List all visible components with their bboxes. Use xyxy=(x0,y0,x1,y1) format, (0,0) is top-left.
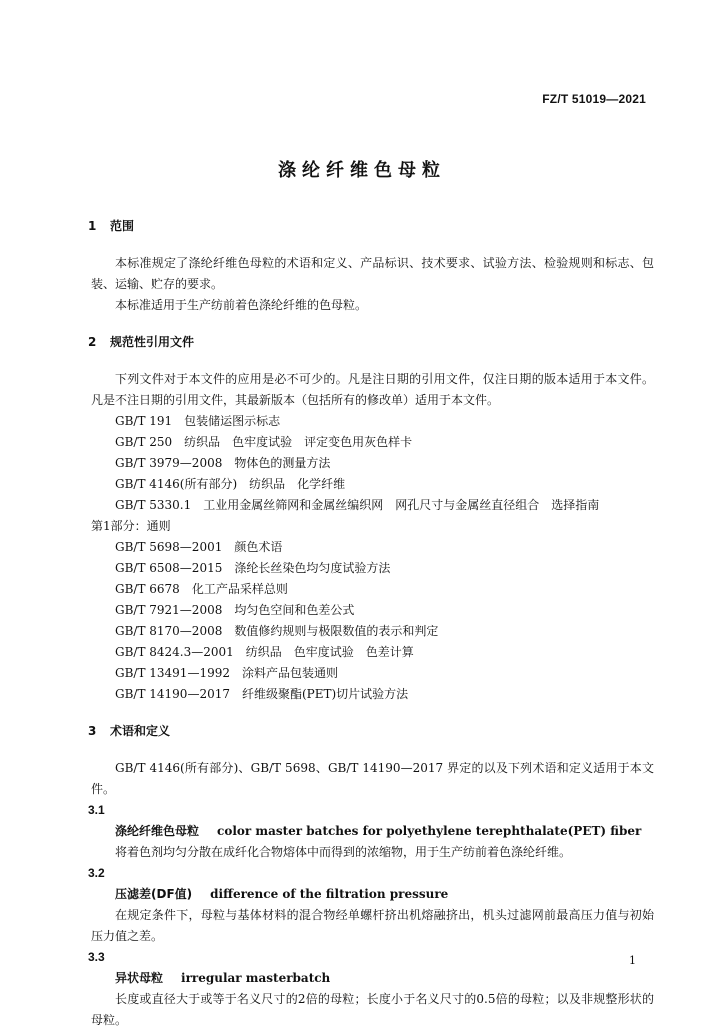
reference-code: GB/T 13491—1992 xyxy=(115,666,230,680)
reference-item xyxy=(91,600,654,621)
term-number: 3.2 xyxy=(88,866,105,880)
reference-item xyxy=(91,474,654,495)
reference-code: GB/T 8170—2008 xyxy=(115,624,223,638)
term-english: color master batches for polyethylene terephthalate(PET) fiber xyxy=(217,824,642,838)
reference-code: GB/T 7921—2008 xyxy=(115,603,223,617)
reference-item xyxy=(91,663,654,684)
reference-title: 纤维级聚酯(PET)切片试验方法 xyxy=(241,687,409,701)
reference-item xyxy=(91,579,654,600)
term-definition: 在规定条件下，母粒与基体材料的混合物经单螺杆挤出机熔融挤出，机头过滤网前最高压力值与初始压力值之差。 xyxy=(91,908,654,943)
terms-intro: GB/T 4146(所有部分)、GB/T 5698、GB/T 14190—2017 界定的以及下列术语和定义适用于本文件。 xyxy=(91,761,654,796)
scope-paragraph: 本标准适用于生产纺前着色涤纶纤维的色母粒。 xyxy=(115,298,368,312)
reference-code: GB/T 3979—2008 xyxy=(115,456,223,470)
term-number: 3.3 xyxy=(88,950,105,964)
section-3-heading xyxy=(88,721,654,742)
reference-title: 均匀色空间和色差公式 xyxy=(234,603,355,617)
reference-code: GB/T 5698—2001 xyxy=(115,540,223,554)
reference-item xyxy=(91,495,654,516)
reference-title: 化工产品采样总则 xyxy=(191,582,288,596)
reference-code: GB/T 14190—2017 xyxy=(115,687,230,701)
reference-code: GB/T 6678 xyxy=(115,582,180,596)
reference-title: 纺织品 化学纤维 xyxy=(249,477,346,491)
reference-title: 纺织品 色牢度试验 评定变色用灰色样卡 xyxy=(184,435,413,449)
reference-title: 物体色的测量方法 xyxy=(234,456,331,470)
term-number: 3.1 xyxy=(88,803,105,817)
reference-continuation: 第1部分：通则 xyxy=(91,519,171,533)
term-chinese: 涤纶纤维色母粒 xyxy=(115,824,200,838)
term-heading xyxy=(91,884,654,905)
reference-title: 涤纶长丝染色均匀度试验方法 xyxy=(234,561,391,575)
term-definition: 长度或直径大于或等于名义尺寸的2倍的母粒；长度小于名义尺寸的0.5倍的母粒；以及非规整形状的母粒。 xyxy=(91,992,654,1027)
term-chinese: 异状母粒 xyxy=(115,971,164,985)
section-number: 3 xyxy=(88,724,97,738)
section-2-heading xyxy=(88,332,654,353)
reference-code: GB/T 6508—2015 xyxy=(115,561,223,575)
reference-title: 数值修约规则与极限数值的表示和判定 xyxy=(234,624,439,638)
term-english: difference of the filtration pressure xyxy=(210,887,449,901)
reference-title: 纺织品 色牢度试验 色差计算 xyxy=(245,645,414,659)
reference-item xyxy=(91,537,654,558)
document-title: 涤纶纤维色母粒 xyxy=(278,160,446,181)
term-heading xyxy=(91,968,654,989)
section-title: 术语和定义 xyxy=(110,724,171,738)
reference-item xyxy=(91,411,654,432)
reference-code: GB/T 250 xyxy=(115,435,173,449)
section-title: 规范性引用文件 xyxy=(110,335,195,349)
section-1-heading xyxy=(88,216,654,237)
page-number: 1 xyxy=(629,954,636,967)
reference-item xyxy=(91,684,654,705)
reference-item xyxy=(91,432,654,453)
reference-title: 涂料产品包装通则 xyxy=(241,666,338,680)
reference-code: GB/T 4146(所有部分) xyxy=(115,477,238,491)
term-english: irregular masterbatch xyxy=(181,971,331,985)
reference-title: 颜色术语 xyxy=(234,540,283,554)
reference-title: 工业用金属丝筛网和金属丝编织网 网孔尺寸与金属丝直径组合 选择指南 xyxy=(203,498,600,512)
reference-item xyxy=(91,642,654,663)
reference-code: GB/T 191 xyxy=(115,414,173,428)
section-title: 范围 xyxy=(110,219,135,233)
reference-code: GB/T 8424.3—2001 xyxy=(115,645,234,659)
term-chinese: 压滤差(DF值) xyxy=(115,887,193,901)
section-number: 2 xyxy=(88,335,97,349)
term-heading xyxy=(91,821,654,842)
reference-code: GB/T 5330.1 xyxy=(115,498,192,512)
reference-title: 包装储运图示标志 xyxy=(184,414,281,428)
reference-item xyxy=(91,621,654,642)
term-definition: 将着色剂均匀分散在成纤化合物熔体中而得到的浓缩物，用于生产纺前着色涤纶纤维。 xyxy=(115,845,572,859)
reference-item xyxy=(91,453,654,474)
standard-code: FZ/T 51019—2021 xyxy=(542,92,646,106)
reference-item xyxy=(91,558,654,579)
document-body xyxy=(88,216,654,1031)
references-intro: 下列文件对于本文件的应用是必不可少的。凡是注日期的引用文件，仅注日期的版本适用于本文件。凡是不注日期的引用文件，其最新版本（包括所有的修改单）适用于本文件。 xyxy=(91,372,654,407)
section-number: 1 xyxy=(88,219,97,233)
scope-paragraph: 本标准规定了涤纶纤维色母粒的术语和定义、产品标识、技术要求、试验方法、检验规则和标志、包装、运输、贮存的要求。 xyxy=(91,256,654,291)
